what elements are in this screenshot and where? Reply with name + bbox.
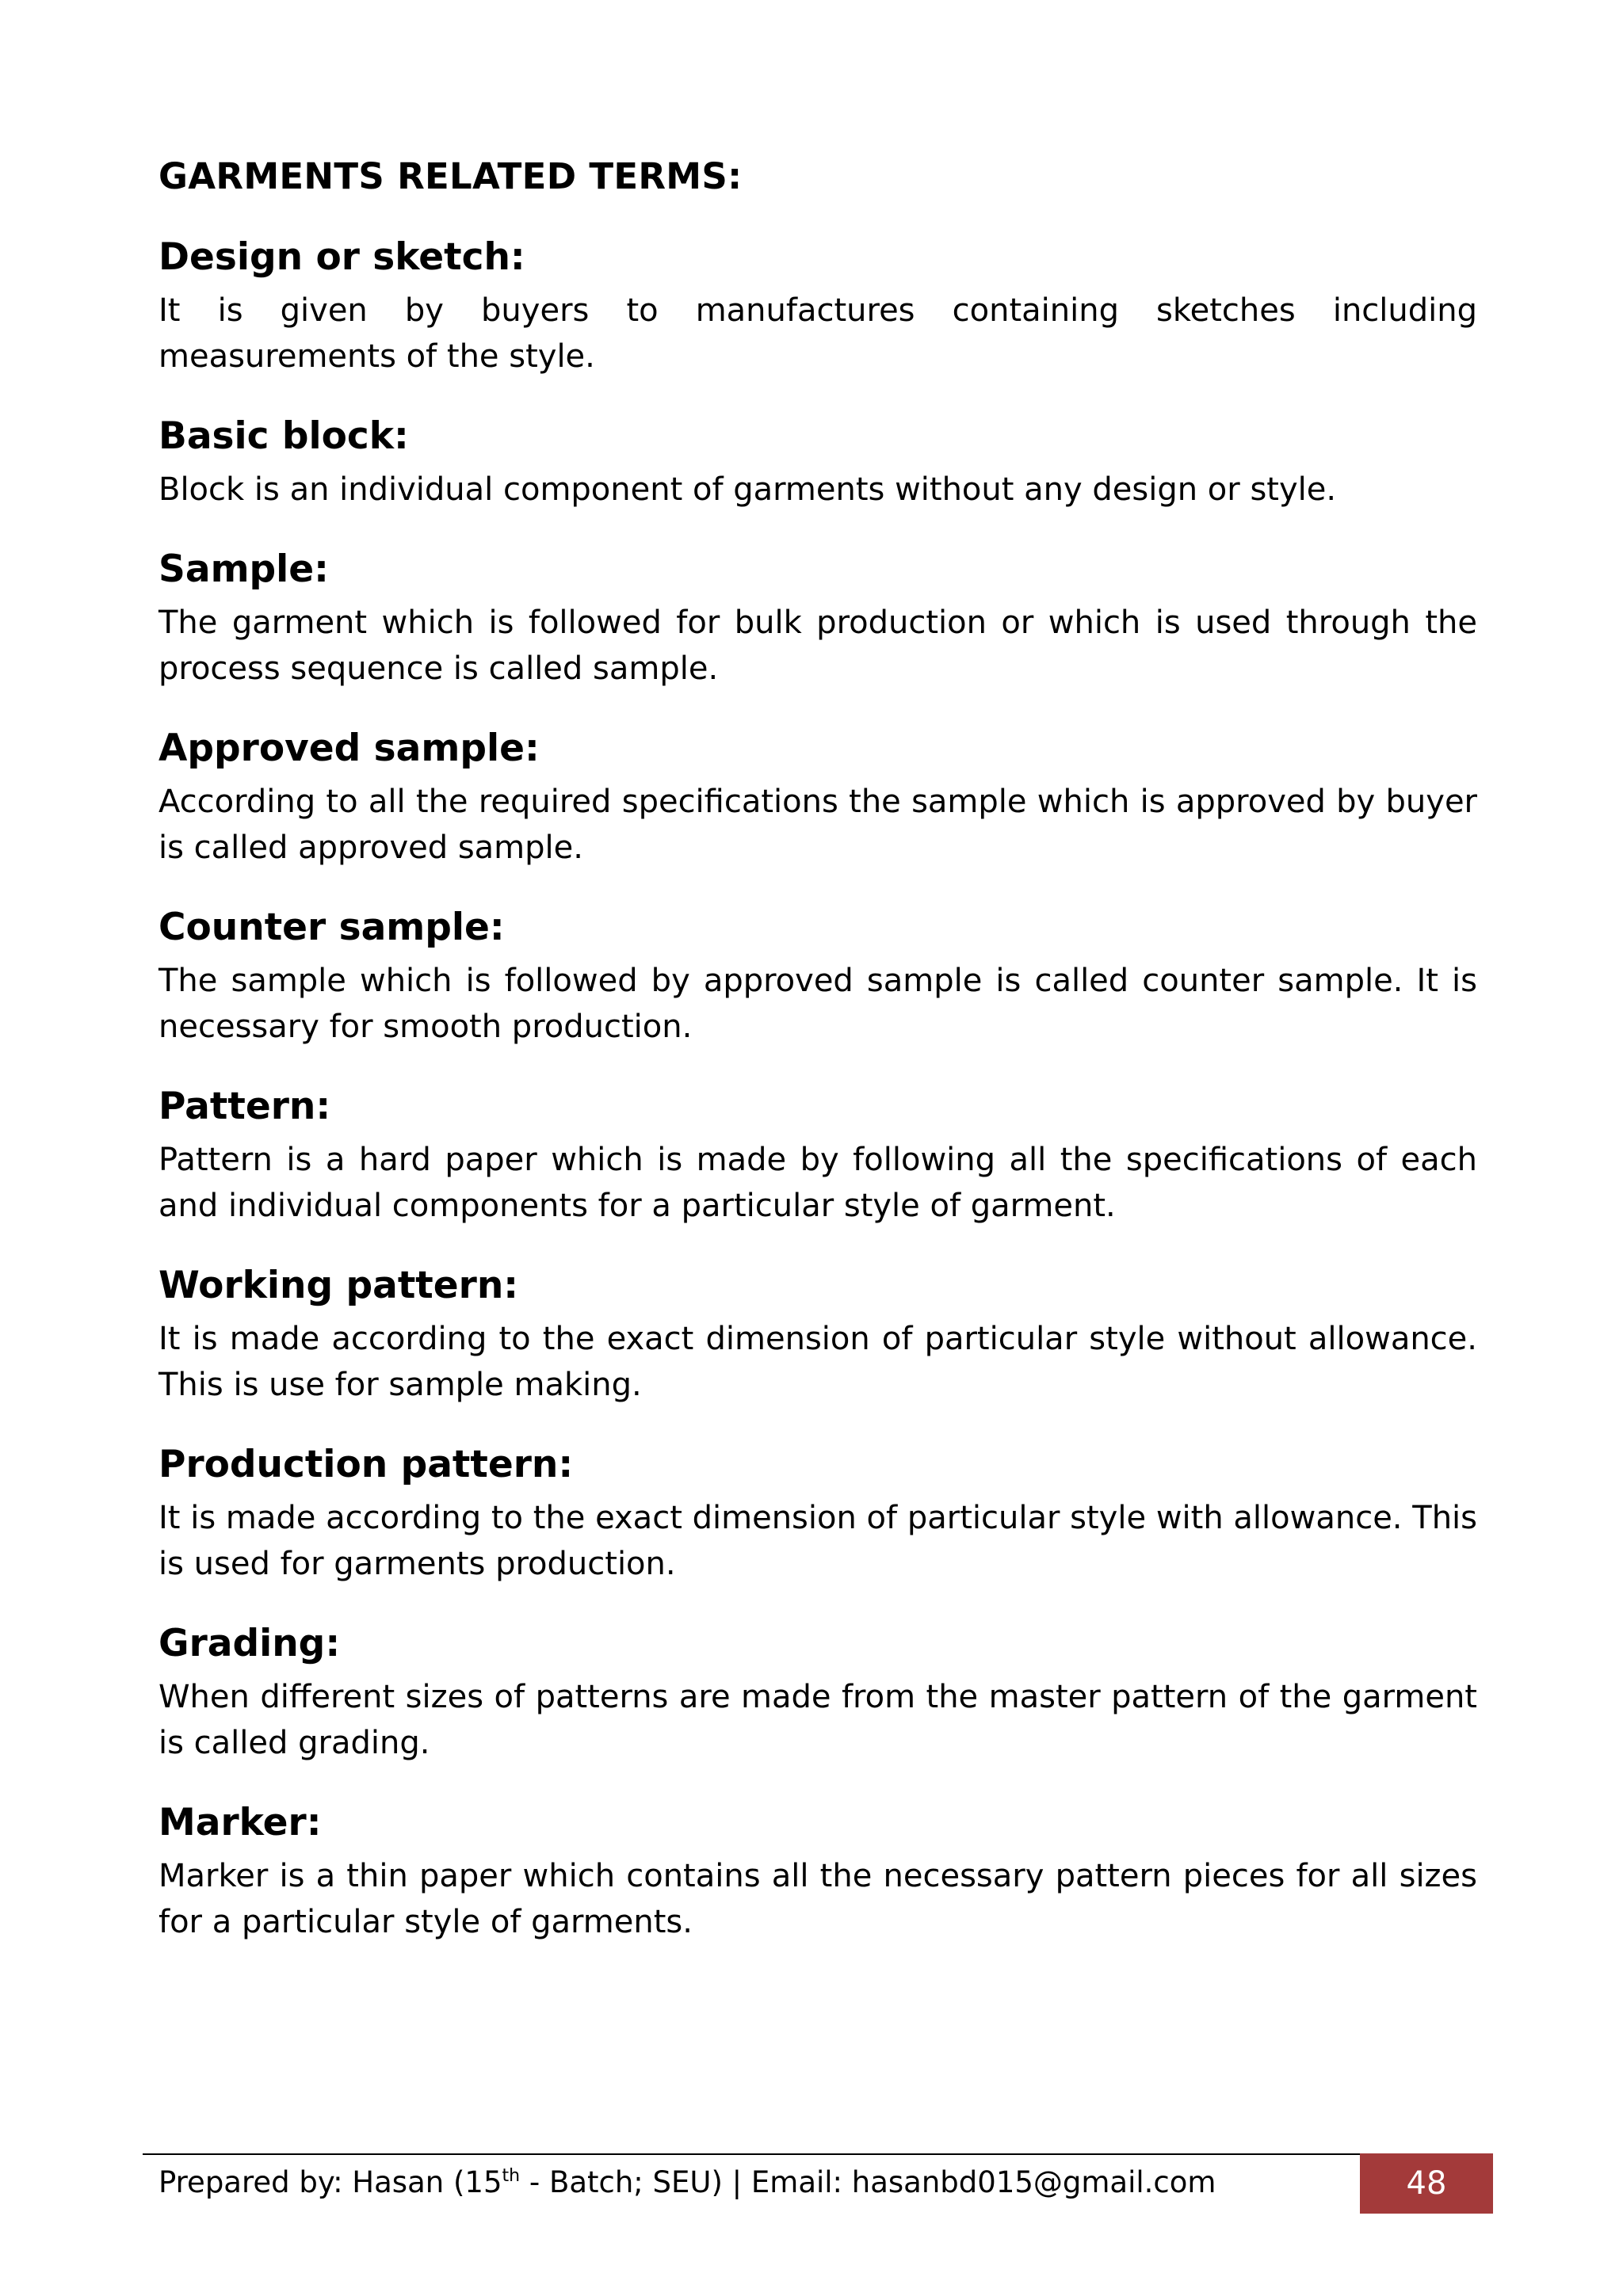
footer-credit (158, 2163, 1216, 2203)
term-definition: The sample which is followed by approved sample is called counter sample. It is necessary for smooth production. (158, 963, 1477, 1045)
document-content (158, 155, 1477, 1978)
term-definition: Block is an individual component of garments without any design or style. (158, 471, 1337, 508)
footer-credit-suffix: - Batch; SEU) | Email: hasanbd015@gmail.com (520, 2165, 1216, 2199)
footer-credit-prefix: Prepared by: Hasan (15 (158, 2165, 502, 2199)
term-definition: Pattern is a hard paper which is made by following all the specifications of each and individual components for a particular style of garment. (158, 1142, 1477, 1224)
term-approved-sample (158, 725, 1477, 871)
term-definition: When different sizes of patterns are made from the master pattern of the garment is called grading. (158, 1679, 1477, 1761)
footer-credit-superscript: th (502, 2166, 521, 2186)
term-production-pattern (158, 1441, 1477, 1587)
term-title: Production pattern: (158, 1443, 574, 1486)
term-title: Grading: (158, 1622, 341, 1665)
term-title: Approved sample: (158, 727, 540, 770)
term-title: Basic block: (158, 414, 409, 458)
footer-divider (143, 2153, 1360, 2155)
term-definition: According to all the required specifications the sample which is approved by buyer is called approved sample. (158, 784, 1477, 866)
term-counter-sample (158, 904, 1477, 1050)
term-design-or-sketch (158, 234, 1477, 379)
term-title: Working pattern: (158, 1264, 519, 1307)
term-definition: It is made according to the exact dimension of particular style with allowance. This is used for garments production. (158, 1500, 1477, 1582)
term-sample (158, 546, 1477, 692)
page-number-badge: 48 (1360, 2153, 1493, 2214)
term-title: Marker: (158, 1801, 322, 1844)
page-title: GARMENTS RELATED TERMS: (158, 155, 743, 197)
term-basic-block (158, 413, 1477, 513)
term-definition: It is given by buyers to manufactures containing sketches including measurements of the style. (158, 292, 1477, 375)
term-title: Sample: (158, 547, 329, 591)
term-working-pattern (158, 1262, 1477, 1408)
term-definition: Marker is a thin paper which contains all the necessary pattern pieces for all sizes for a particular style of garments. (158, 1858, 1477, 1940)
term-title: Counter sample: (158, 906, 505, 949)
term-title: Design or sketch: (158, 235, 525, 279)
term-title: Pattern: (158, 1085, 331, 1128)
term-definition: The garment which is followed for bulk production or which is used through the process sequence is called sample. (158, 605, 1477, 687)
term-grading (158, 1620, 1477, 1766)
term-marker (158, 1799, 1477, 1945)
term-pattern (158, 1083, 1477, 1229)
term-definition: It is made according to the exact dimension of particular style without allowance. This is use for sample making. (158, 1321, 1477, 1403)
